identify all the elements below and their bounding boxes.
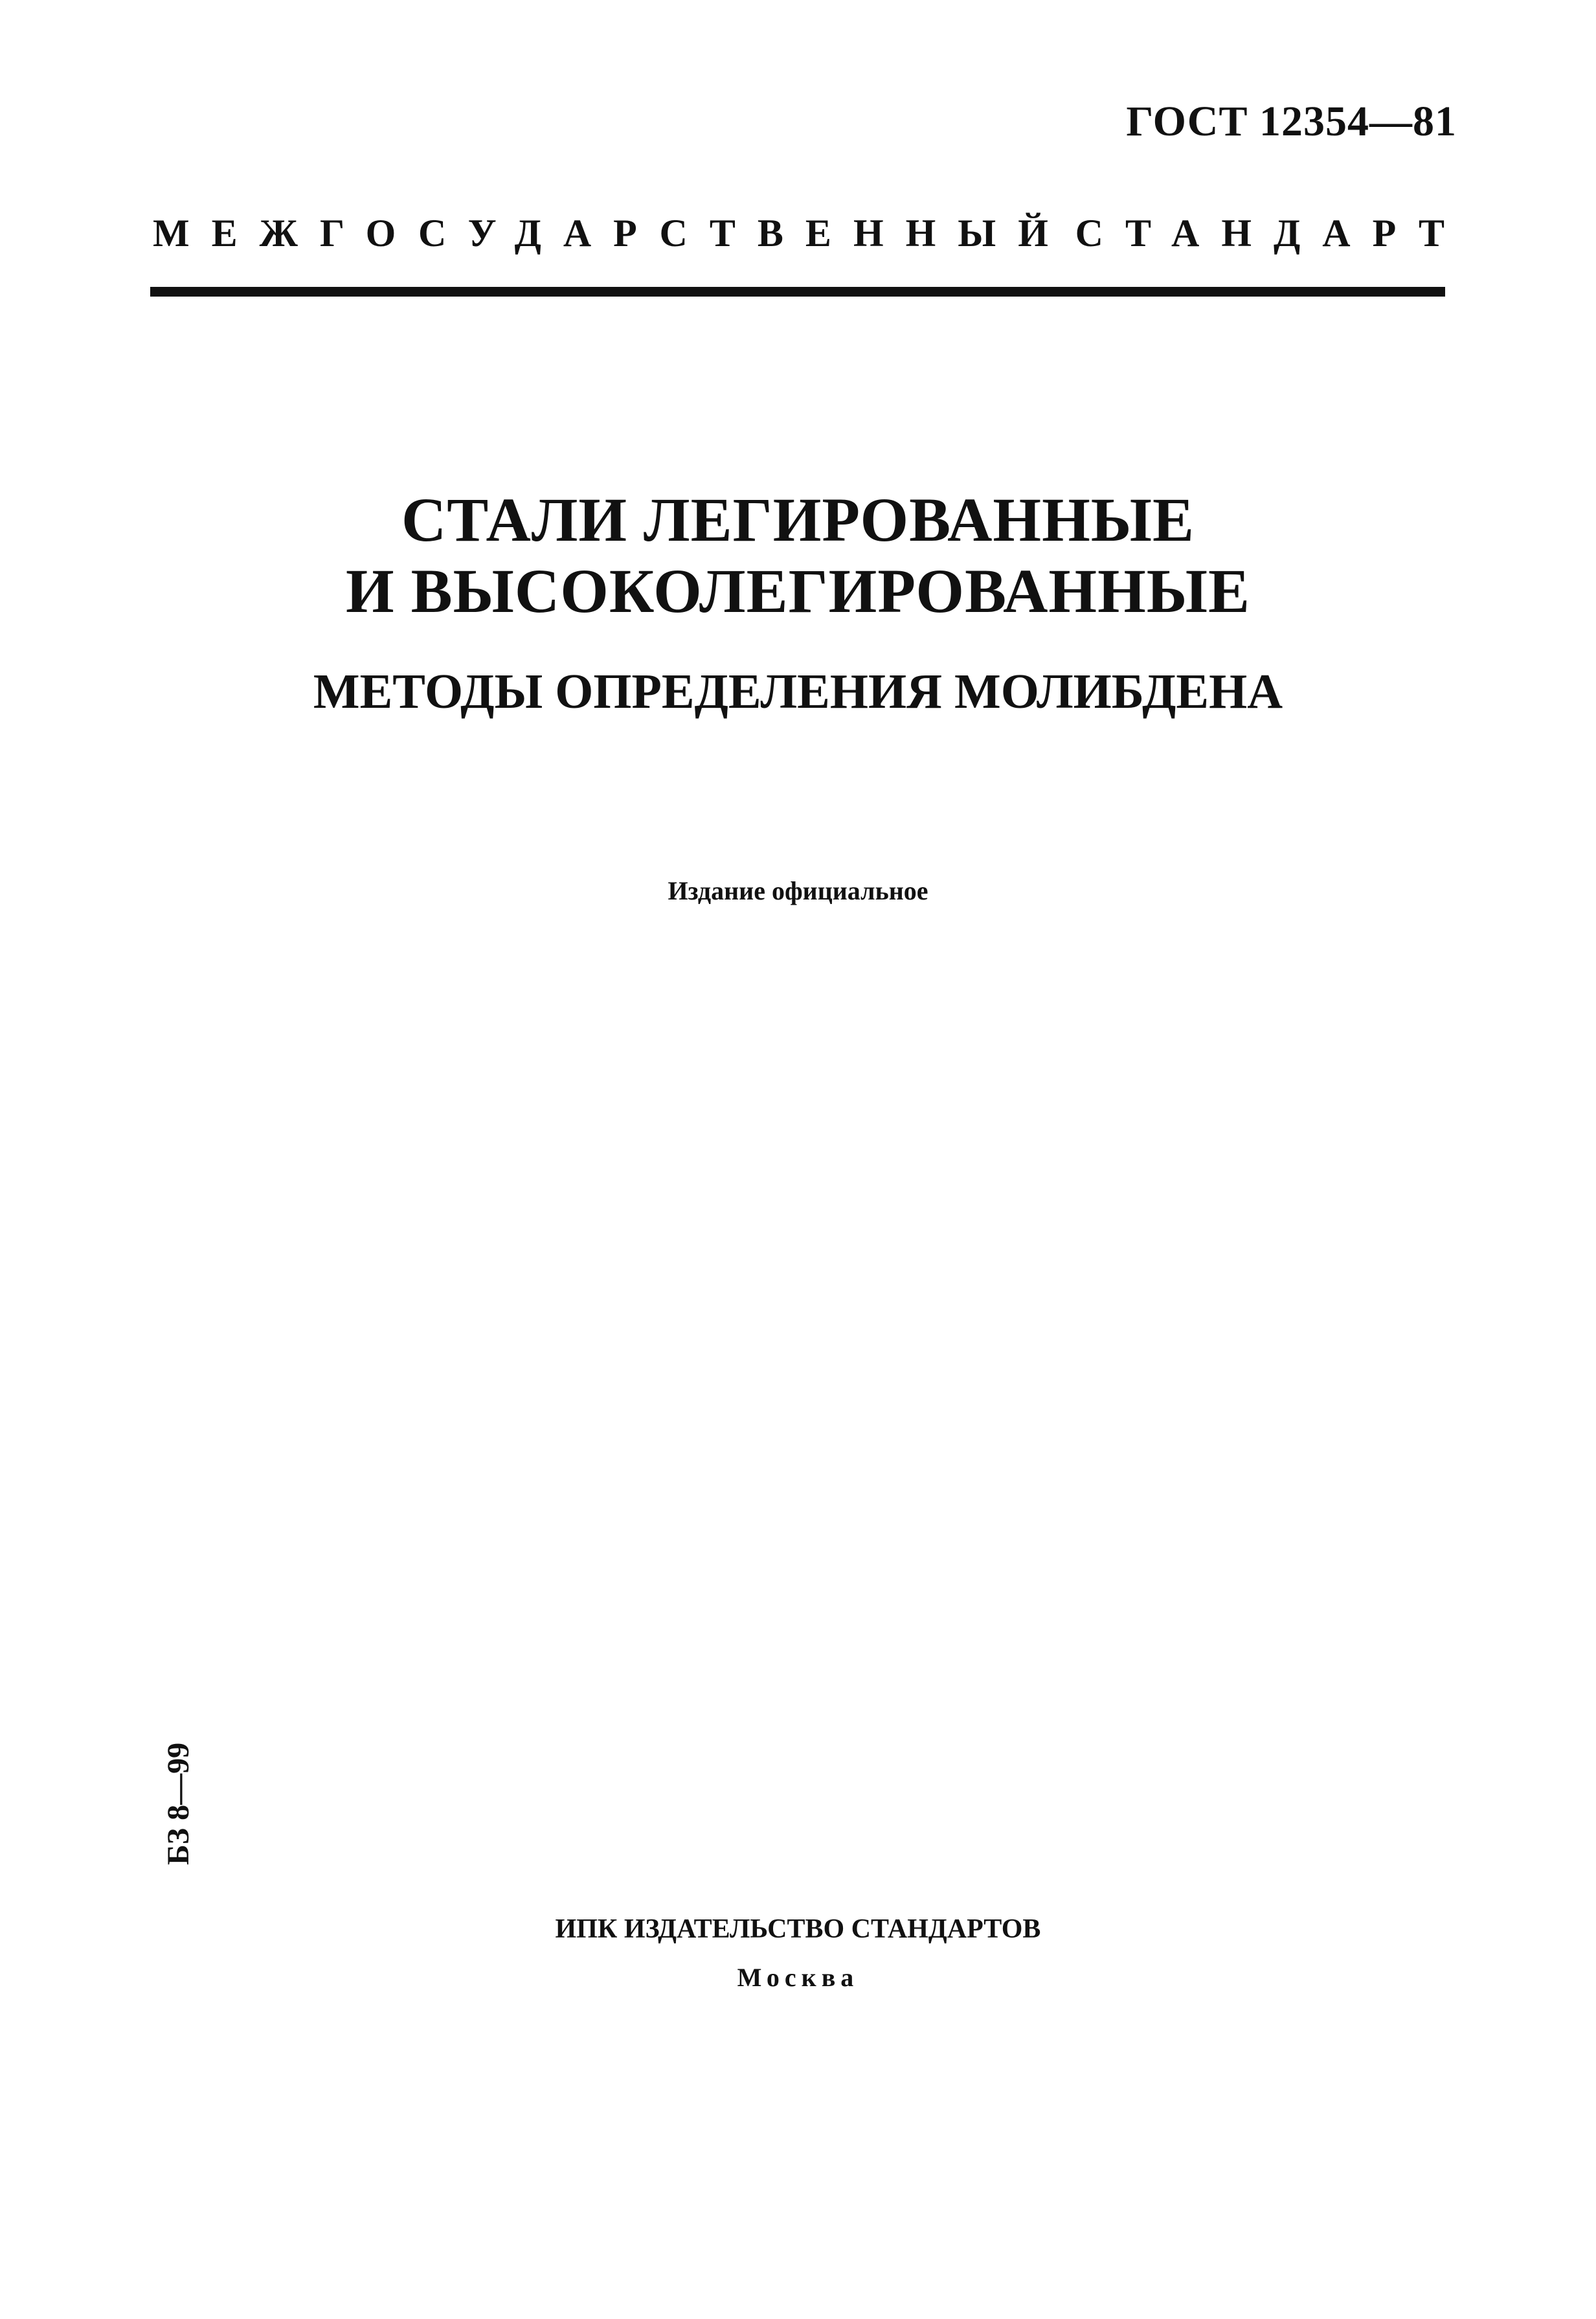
title-line-1: СТАЛИ ЛЕГИРОВАННЫЕ xyxy=(401,485,1195,554)
publisher-city: Москва xyxy=(737,1963,859,1992)
edition-note: Издание официальное xyxy=(668,876,928,905)
document-subtitle: МЕТОДЫ ОПРЕДЕЛЕНИЯ МОЛИБДЕНА xyxy=(313,664,1283,719)
standard-type-right: СТАНДАРТ xyxy=(1075,212,1467,255)
standard-type-left: МЕЖГОСУДАРСТВЕННЫЙ xyxy=(153,212,1070,255)
standard-number: ГОСТ 12354—81 xyxy=(1126,98,1457,145)
document-title xyxy=(0,484,1596,627)
title-line-2: И ВЫСОКОЛЕГИРОВАННЫЕ xyxy=(345,556,1251,626)
side-code: БЗ 8—99 xyxy=(161,1742,196,1865)
publisher-name: ИПК ИЗДАТЕЛЬСТВО СТАНДАРТОВ xyxy=(555,1914,1041,1944)
standard-type-band xyxy=(153,211,1467,256)
header-divider xyxy=(150,287,1445,297)
